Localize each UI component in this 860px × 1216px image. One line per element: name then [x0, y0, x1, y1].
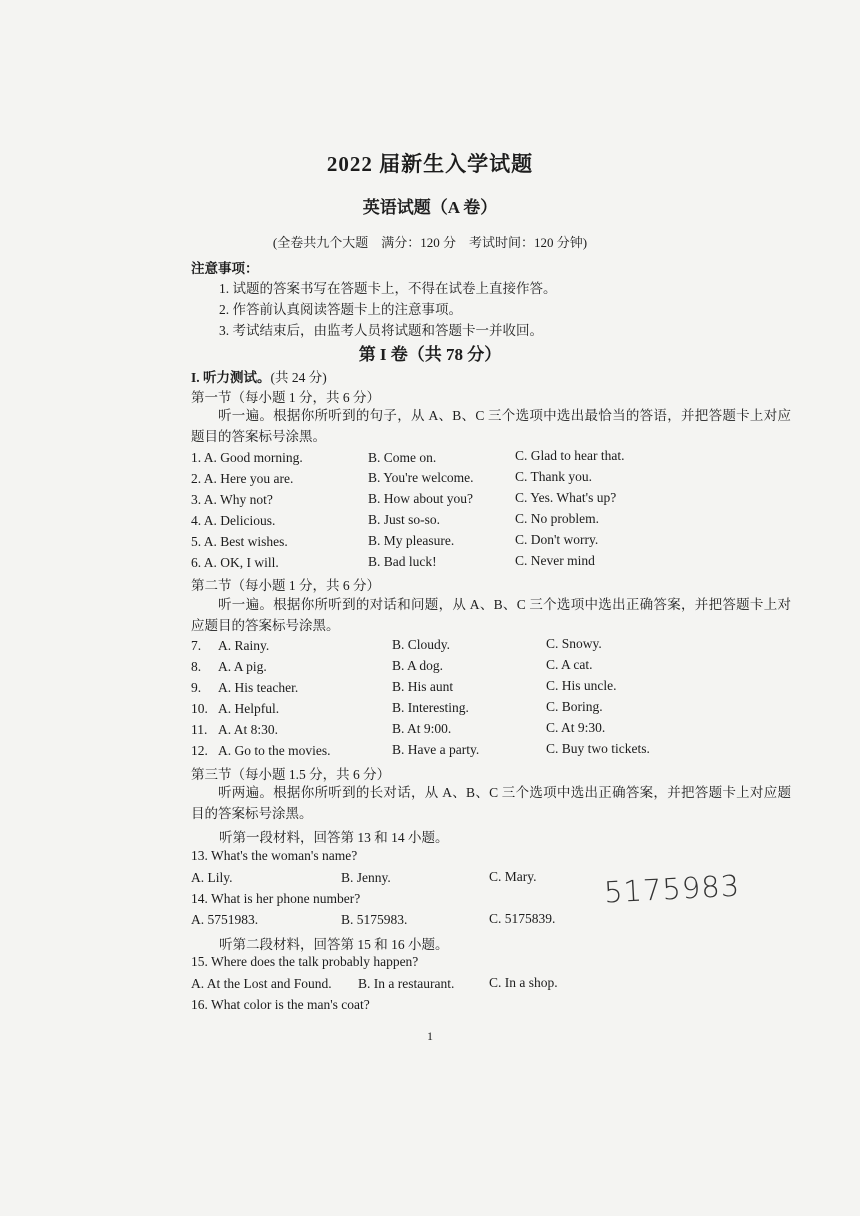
note-item: 2. 作答前认真阅读答题卡上的注意事项。	[219, 302, 462, 317]
question-text: 13. What's the woman's name?	[191, 848, 358, 863]
question-option-b: B. In a restaurant.	[358, 976, 455, 991]
question-option-a: A. Helpful.	[218, 701, 280, 716]
question-option-c: C. Snowy.	[546, 636, 602, 651]
exam-info: (全卷共九个大题 满分：120 分 考试时间：120 分钟)	[272, 235, 588, 250]
question-option-b: B. Bad luck!	[368, 554, 437, 569]
question-option-b: B. My pleasure.	[368, 533, 455, 548]
question-option-b: B. Cloudy.	[392, 637, 451, 652]
page-number: 1	[427, 1029, 433, 1043]
question-text: 15. Where does the talk probably happen?	[191, 954, 419, 969]
question-option-a: 5. A. Best wishes.	[191, 534, 288, 549]
question-number: 9.	[191, 680, 202, 695]
question-option-a: A. Lily.	[191, 870, 233, 885]
question-number: 11.	[191, 722, 208, 737]
question-option-a: 1. A. Good morning.	[191, 450, 303, 465]
question-text: 16. What color is the man's coat?	[191, 997, 370, 1012]
section-title: 第二节（每小题 1 分，共 6 分）	[191, 578, 380, 593]
question-option-c: C. Glad to hear that.	[515, 448, 625, 463]
question-option-c: C. In a shop.	[489, 975, 558, 990]
question-option-a: A. At the Lost and Found.	[191, 976, 332, 991]
question-option-c: C. Never mind	[515, 553, 595, 568]
page-title: 2022 届新生入学试题	[326, 152, 534, 176]
material-instruction: 听第一段材料，回答第 13 和 14 小题。	[219, 830, 449, 845]
question-option-c: C. 5175839.	[489, 911, 556, 926]
question-option-b: B. At 9:00.	[392, 721, 452, 736]
question-option-c: C. Buy two tickets.	[546, 741, 650, 756]
question-option-b: B. Come on.	[368, 450, 437, 465]
question-option-a: 2. A. Here you are.	[191, 471, 294, 486]
page-subtitle: 英语试题（A 卷）	[362, 198, 498, 217]
question-number: 10.	[191, 701, 208, 716]
question-option-a: 4. A. Delicious.	[191, 513, 276, 528]
question-option-b: B. A dog.	[392, 658, 444, 673]
notes-heading: 注意事项：	[191, 261, 259, 276]
question-option-b: B. You're welcome.	[368, 470, 474, 485]
material-instruction: 听第二段材料，回答第 15 和 16 小题。	[219, 937, 449, 952]
question-option-b: B. Interesting.	[392, 700, 469, 715]
question-option-a: A. 5751983.	[191, 912, 259, 927]
question-option-c: C. Boring.	[546, 699, 603, 714]
question-option-c: C. A cat.	[546, 657, 593, 672]
question-number: 7.	[191, 638, 202, 653]
part-heading	[191, 366, 327, 386]
question-option-a: 6. A. OK, I will.	[191, 555, 279, 570]
question-number: 12.	[191, 743, 208, 758]
question-option-c: C. At 9:30.	[546, 720, 606, 735]
question-option-b: B. How about you?	[368, 491, 473, 506]
question-option-a: 3. A. Why not?	[191, 492, 273, 507]
question-option-b: B. 5175983.	[341, 912, 408, 927]
question-option-b: B. His aunt	[392, 679, 454, 694]
note-item: 3. 考试结束后，由监考人员将试题和答题卡一并收回。	[219, 323, 543, 338]
question-option-c: C. Yes. What's up?	[515, 490, 617, 505]
section-instruction: 听一遍。根据你所听到的对话和问题，从 A、B、C 三个选项中选出正确答案，并把答题卡上对应题目的答案标号涂黑。	[191, 597, 791, 633]
question-option-c: C. No problem.	[515, 511, 599, 526]
question-option-a: A. His teacher.	[218, 680, 299, 695]
volume-heading: 第 I 卷（共 78 分）	[358, 345, 502, 364]
handwritten-note: 5175983	[603, 868, 741, 910]
part-heading-label: I. 听力测试。	[191, 370, 271, 385]
question-option-a: A. At 8:30.	[218, 722, 279, 737]
part-heading-score: (共 24 分)	[270, 370, 327, 385]
question-option-b: B. Have a party.	[392, 742, 480, 757]
question-option-c: C. His uncle.	[546, 678, 617, 693]
question-option-c: C. Thank you.	[515, 469, 592, 484]
section-title: 第一节（每小题 1 分，共 6 分）	[191, 390, 380, 405]
question-option-c: C. Mary.	[489, 869, 537, 884]
section-title: 第三节（每小题 1.5 分，共 6 分）	[191, 767, 391, 782]
section-instruction: 听两遍。根据你所听到的长对话，从 A、B、C 三个选项中选出正确答案，并把答题卡上对应题目的答案标号涂黑。	[191, 785, 791, 821]
question-option-c: C. Don't worry.	[515, 532, 599, 547]
question-option-a: A. Rainy.	[218, 638, 270, 653]
question-option-a: A. A pig.	[218, 659, 267, 674]
question-text: 14. What is her phone number?	[191, 891, 361, 906]
question-option-b: B. Jenny.	[341, 870, 391, 885]
question-option-a: A. Go to the movies.	[218, 743, 331, 758]
question-number: 8.	[191, 659, 202, 674]
note-item: 1. 试题的答案书写在答题卡上，不得在试卷上直接作答。	[219, 281, 557, 296]
question-option-b: B. Just so-so.	[368, 512, 441, 527]
section-instruction: 听一遍。根据你所听到的句子，从 A、B、C 三个选项中选出最恰当的答语，并把答题卡上对应题目的答案标号涂黑。	[191, 408, 791, 444]
